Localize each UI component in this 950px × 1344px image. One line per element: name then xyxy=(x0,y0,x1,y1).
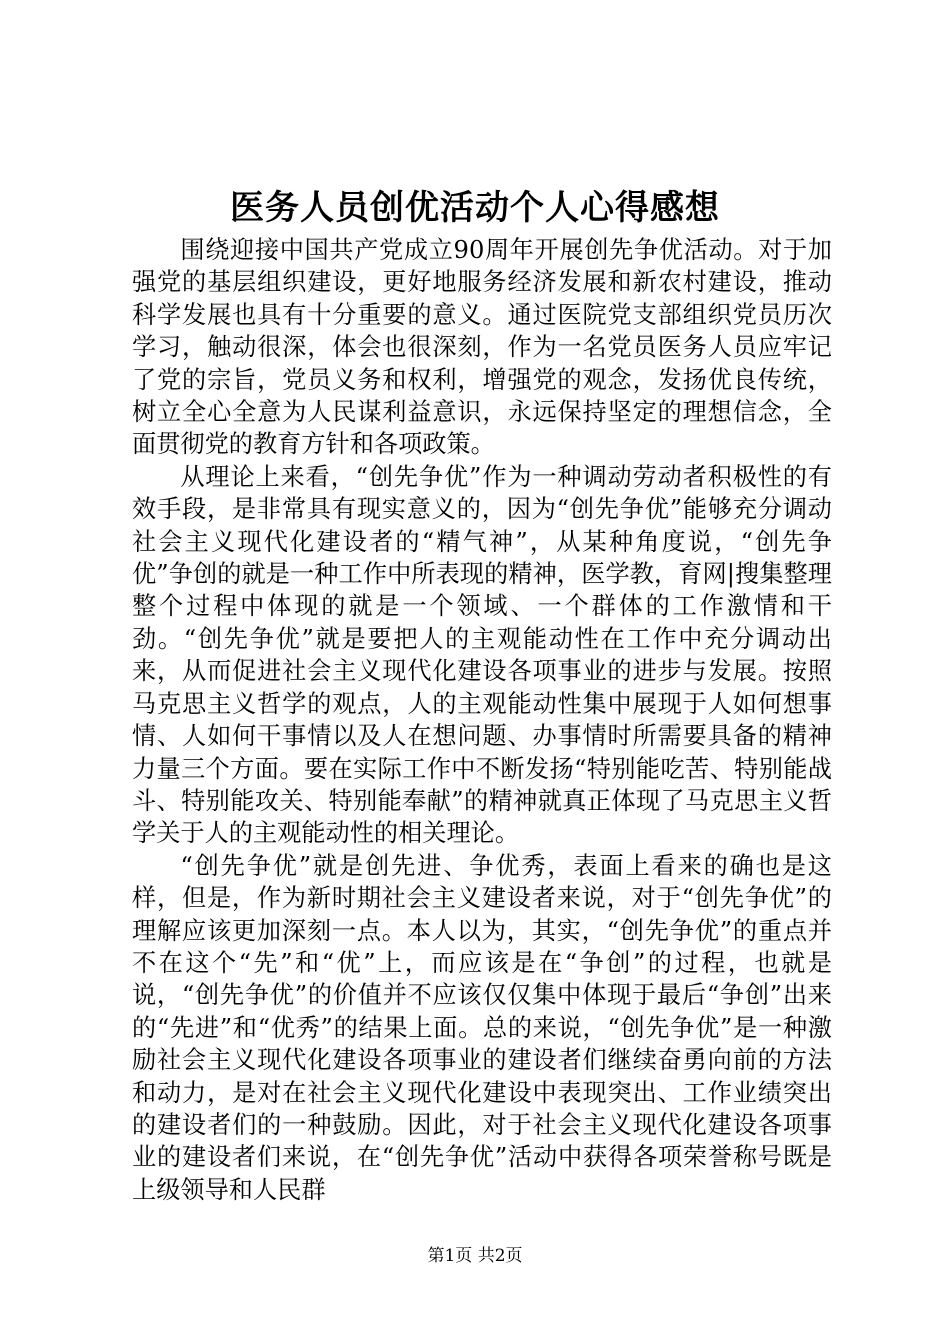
page-number-footer: 第1页 共2页 xyxy=(427,1246,523,1266)
paragraph-1: 围绕迎接中国共产党成立90周年开展创先争优活动。对于加强党的基层组织建设，更好地服务经济发展和新农村建设，推动科学发展也具有十分重要的意义。通过医院党支部组织党员历次学习，触动很深，体会也很深刻，作为一名党员医务人员应牢记了党的宗旨，党员义务和权利，增强党的观念，发扬优良传统，树立全心全意为人民谋利益意识，永远保持坚定的理想信念，全面贯彻党的教育方针和各项政策。 xyxy=(132,236,832,459)
document-title: 医务人员创优活动个人心得感想 xyxy=(230,188,720,228)
paragraph-2: 从理论上来看，“创先争优”作为一种调动劳动者积极性的有效手段，是非常具有现实意义的，因为“创先争优”能够充分调动社会主义现代化建设者的“精气神”，从某种角度说，“创先争优”争创的就是一种工作中所表现的精神，医学教，育网|搜集整理整个过程中体现的就是一个领域、一个群体的工作激情和干劲。“创先争优”就是要把人的主观能动性在工作中充分调动出来，从而促进社会主义现代化建设各项事业的进步与发展。按照马克思主义哲学的观点，人的主观能动性集中展现于人如何想事情、人如何干事情以及人在想问题、办事情时所需要具备的精神力量三个方面。要在实际工作中不断发扬“特别能吃苦、特别能战斗、特别能攻关、特别能奉献”的精神就真正体现了马克思主义哲学关于人的主观能动性的相关理论。 xyxy=(132,462,832,848)
document-body xyxy=(132,234,832,1206)
paragraph-3: “创先争优”就是创先进、争优秀，表面上看来的确也是这样，但是，作为新时期社会主义建设者来说，对于“创先争优”的理解应该更加深刻一点。本人以为，其实，“创先争优”的重点并不在这个“先”和“优”上，而应该是在“争创”的过程，也就是说，“创先争优”的价值并不应该仅仅集中体现于最后“争创”出来的“先进”和“优秀”的结果上面。总的来说，“创先争优”是一种激励社会主义现代化建设各项事业的建设者们继续奋勇向前的方法和动力，是对在社会主义现代化建设中表现突出、工作业绩突出的建设者们的一种鼓励。因此，对于社会主义现代化建设各项事业的建设者们来说，在“创先争优”活动中获得各项荣誉称号既是上级领导和人民群 xyxy=(132,851,832,1204)
